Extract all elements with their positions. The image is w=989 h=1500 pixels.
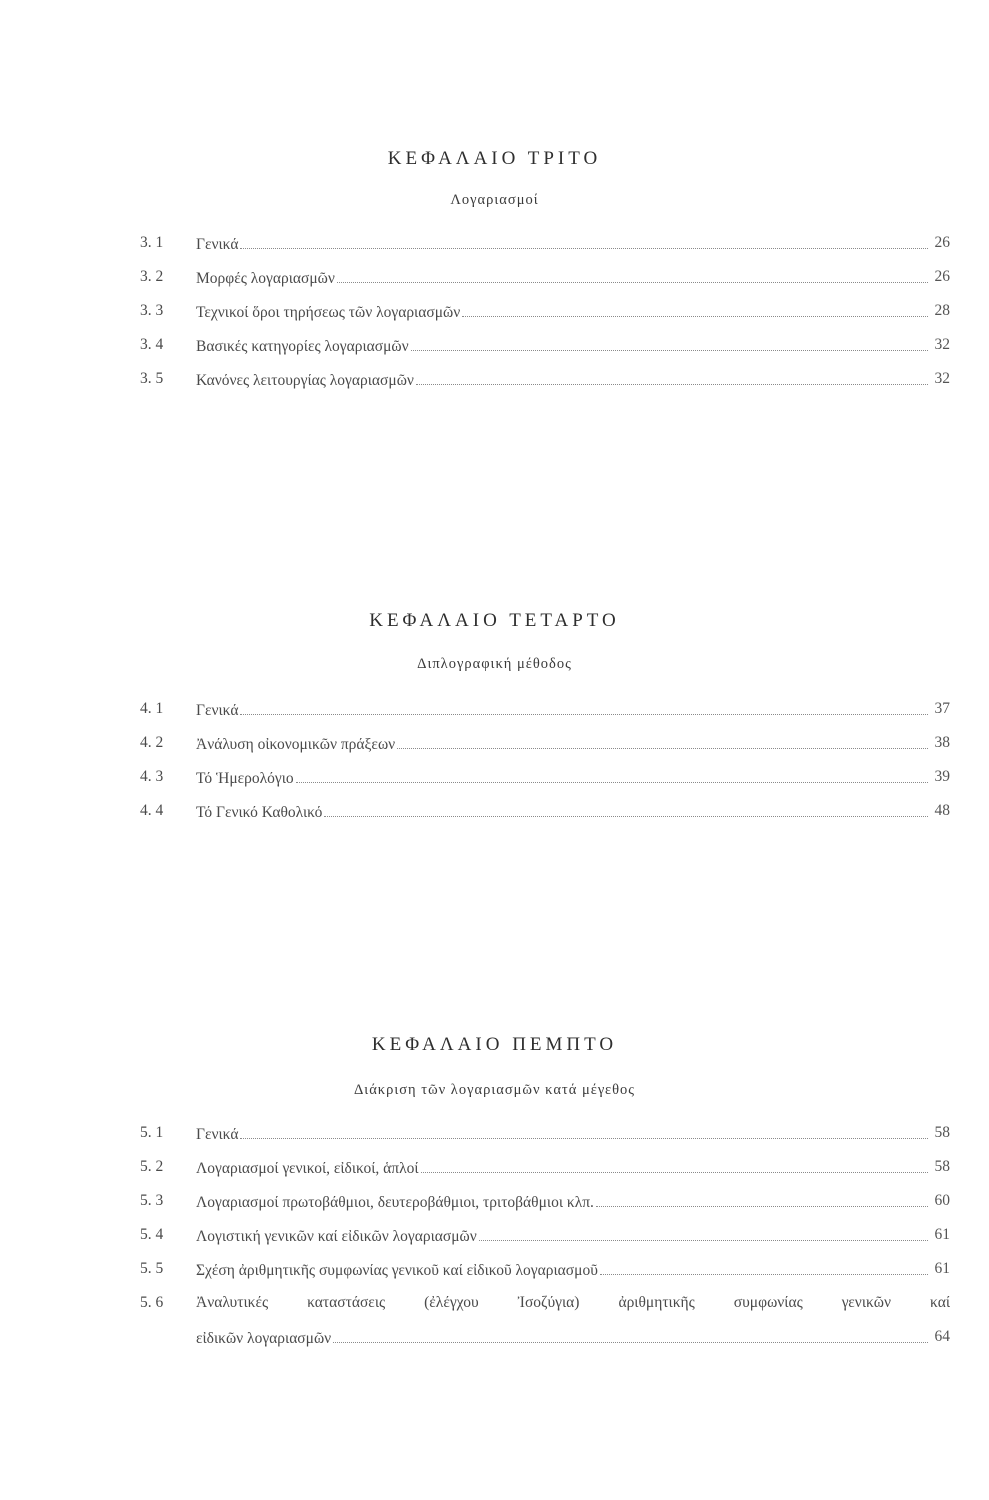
dot-leader <box>462 302 928 317</box>
toc-entry[interactable] <box>140 234 950 258</box>
toc-entry[interactable] <box>140 268 950 292</box>
toc-entry-number: 3. 5 <box>140 370 164 387</box>
toc-entry-continuation[interactable] <box>140 1328 950 1352</box>
toc-entry-number: 3. 3 <box>140 302 164 319</box>
toc-entry-title: Μορφές λογαριασμῶν <box>196 270 335 287</box>
dot-leader <box>600 1260 928 1275</box>
toc-entry-title: Λογαριασμοί πρωτοβάθμιοι, δευτεροβάθμιοι, τριτοβάθμιοι κλπ. <box>196 1194 594 1211</box>
toc-entry-number: 3. 1 <box>140 234 164 251</box>
toc-entry-page: 61 <box>934 1226 950 1243</box>
toc-entry-page: 64 <box>934 1328 950 1345</box>
chapter-3-title: ΚΕΦΑΛΑΙΟ ΤΡΙΤΟ <box>387 148 602 169</box>
toc-entry-page: 26 <box>934 234 950 251</box>
toc-entry-page: 39 <box>934 768 950 785</box>
chapter-5-subtitle: Διάκριση τῶν λογαριασμῶν κατά μέγεθος <box>353 1082 636 1098</box>
toc-entry-page: 61 <box>934 1260 950 1277</box>
toc-entry-title: Τεχνικοί ὅροι τηρήσεως τῶν λογαριασμῶν <box>196 304 461 321</box>
toc-entry-page: 32 <box>934 370 950 387</box>
toc-entry-page: 48 <box>934 802 950 819</box>
toc-entry-title: Κανόνες λειτουργίας λογαριασμῶν <box>196 372 414 389</box>
toc-entry-page: 58 <box>934 1158 950 1175</box>
toc-entry-page: 26 <box>934 268 950 285</box>
dot-leader <box>240 700 928 715</box>
toc-entry[interactable] <box>140 734 950 758</box>
toc-entry-number: 5. 1 <box>140 1124 164 1141</box>
toc-entry-title: Βασικές κατηγορίες λογαριασμῶν <box>196 338 409 355</box>
toc-entry[interactable] <box>140 1124 950 1148</box>
toc-entry-number: 5. 4 <box>140 1226 164 1243</box>
toc-entry-number: 3. 4 <box>140 336 164 353</box>
dot-leader <box>324 802 928 817</box>
toc-entry-title: Τό Ἡμερολόγιο <box>196 770 294 787</box>
chapter-5-title: ΚΕΦΑΛΑΙΟ ΠΕΜΠΤΟ <box>371 1034 618 1055</box>
toc-entry-number: 4. 1 <box>140 700 164 717</box>
toc-entry-number: 4. 2 <box>140 734 164 751</box>
toc-entry-title: Γενικά <box>196 702 239 719</box>
toc-entry-title: Λογιστική γενικῶν καί εἰδικῶν λογαριασμῶν <box>196 1228 477 1245</box>
toc-entry-page: 38 <box>934 734 950 751</box>
toc-entry-number: 5. 5 <box>140 1260 164 1277</box>
toc-entry-number: 3. 2 <box>140 268 164 285</box>
toc-entry[interactable] <box>140 802 950 826</box>
toc-entry[interactable] <box>140 700 950 724</box>
chapter-4-title: ΚΕΦΑΛΑΙΟ ΤΕΤΑΡΤΟ <box>369 610 620 631</box>
toc-entry-number: 4. 3 <box>140 768 164 785</box>
toc-entry[interactable] <box>140 1226 950 1250</box>
dot-leader <box>411 336 928 351</box>
toc-entry-number: 4. 4 <box>140 802 164 819</box>
toc-entry-title: Τό Γενικό Καθολικό <box>196 804 323 821</box>
toc-entry-page: 58 <box>934 1124 950 1141</box>
toc-entry-title: Γενικά <box>196 1126 239 1143</box>
toc-entry-number: 5. 2 <box>140 1158 164 1175</box>
toc-entry-title: Γενικά <box>196 236 239 253</box>
toc-entry-page: 60 <box>934 1192 950 1209</box>
toc-entry[interactable] <box>140 768 950 792</box>
dot-leader <box>240 1124 928 1139</box>
toc-entry-multiline[interactable] <box>140 1294 950 1318</box>
toc-entry-title-line1: Ἀναλυτικές καταστάσεις (ἐλέγχου Ἰσοζύγια) ἀριθμητικῆς συμφωνίας γενικῶν καί <box>196 1294 950 1311</box>
dot-leader <box>416 370 928 385</box>
dot-leader <box>397 734 928 749</box>
toc-entry-title: Ἀνάλυση οἰκονομικῶν πράξεων <box>196 736 396 753</box>
toc-entry-number: 5. 3 <box>140 1192 164 1209</box>
toc-entry-page: 32 <box>934 336 950 353</box>
dot-leader <box>333 1328 928 1343</box>
toc-entry[interactable] <box>140 302 950 326</box>
dot-leader <box>240 234 928 249</box>
toc-entry-page: 37 <box>934 700 950 717</box>
chapter-3-subtitle: Λογαριασμοί <box>450 192 539 208</box>
toc-entry-number: 5. 6 <box>140 1294 164 1311</box>
dot-leader <box>479 1226 928 1241</box>
toc-entry[interactable] <box>140 370 950 394</box>
toc-entry[interactable] <box>140 336 950 360</box>
toc-entry-page: 28 <box>934 302 950 319</box>
dot-leader <box>596 1192 928 1207</box>
toc-entry[interactable] <box>140 1260 950 1284</box>
toc-entry-title-line2: εἰδικῶν λογαριασμῶν <box>196 1330 332 1347</box>
toc-entry[interactable] <box>140 1192 950 1216</box>
dot-leader <box>337 268 928 283</box>
toc-entry[interactable] <box>140 1158 950 1182</box>
toc-entry-title: Σχέση ἀριθμητικῆς συμφωνίας γενικοῦ καί εἰδικοῦ λογαριασμοῦ <box>196 1262 598 1279</box>
chapter-4-subtitle: Διπλογραφική μέθοδος <box>417 656 572 672</box>
dot-leader <box>296 768 928 783</box>
toc-entry-title: Λογαριασμοί γενικοί, εἰδικοί, ἁπλοί <box>196 1160 419 1177</box>
dot-leader <box>421 1158 928 1173</box>
